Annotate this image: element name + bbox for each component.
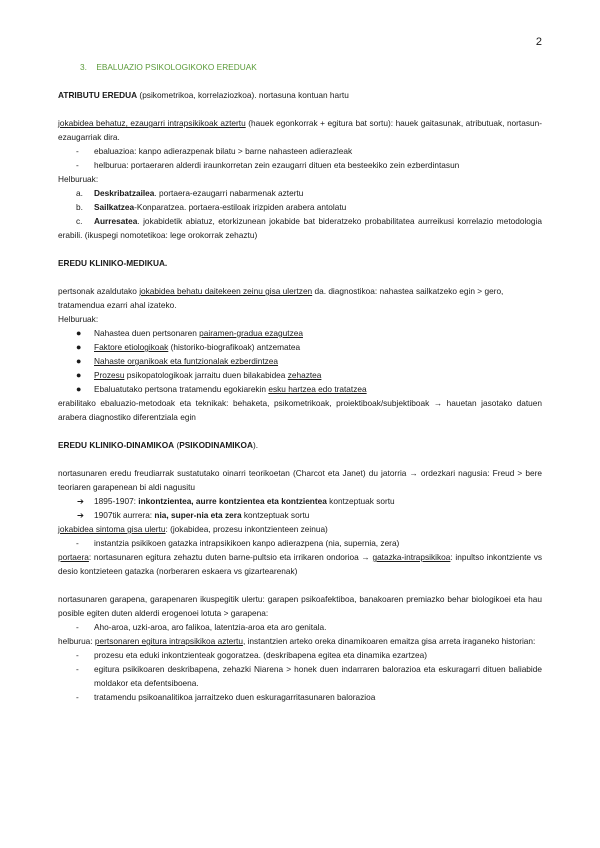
list-item <box>58 494 542 508</box>
list-item <box>58 340 542 354</box>
dash-marker: - <box>76 664 79 674</box>
list-item <box>58 620 542 634</box>
kliniko-dinamikoa-paragraph: nortasunaren eredu freudiarrak sustatutako oinarri teorikoetan (Charcot eta Janet) du jatorria → ordezkari nagusia: Freud > bere teoriaren garapenean bi aldi nagusitu <box>58 468 542 492</box>
portaera-paragraph <box>58 550 542 578</box>
kliniko-medikua-paragraph <box>58 284 542 312</box>
arrow-marker: ➔ <box>77 496 84 506</box>
text-span: pertsonak azaldutako <box>58 286 140 296</box>
section-number: 3. <box>80 62 87 72</box>
arrow-marker: ➔ <box>77 510 84 520</box>
list-item <box>58 536 542 550</box>
underlined-text: esku hartzea edo tratatzea <box>268 384 367 394</box>
underlined-text: portaera <box>58 552 89 562</box>
dash-marker: - <box>76 538 79 548</box>
atributu-paragraph <box>58 116 542 144</box>
text-span: : (jokabidea, prozesu inkontzienteen zeinua) <box>165 524 328 534</box>
bold-text: inkontzientea, aurre kontzientea eta kontzientea <box>138 496 327 506</box>
heading-bold: EREDU KLINIKO-DINAMIKOA <box>58 440 175 450</box>
list-item <box>58 368 542 382</box>
text-span: Ebaluatutako pertsona tratamendu egokiarekin <box>94 384 269 394</box>
underlined-text: Prozesu <box>94 370 125 380</box>
text-span: da. diagnostikoa: nahastea sailkatzeko egin > gero, tratamendua ezarri ahal izateko. <box>58 286 504 310</box>
underlined-text: Faktore etiologikoak <box>94 342 169 352</box>
section-heading <box>80 60 542 74</box>
list-item-bold: Aurresatea <box>94 216 138 226</box>
section-title-text: EBALUAZIO PSIKOLOGIKOKO EREDUAK <box>96 62 257 72</box>
list-item-bold: Deskribatzailea <box>94 188 155 198</box>
text-span: psikopatologikoak jarraitu duen bilakabidea <box>124 370 288 380</box>
list-item <box>58 200 542 214</box>
list-item <box>58 508 542 522</box>
dash-marker: - <box>76 160 79 170</box>
atributu-paragraph-rest: (hauek egonkorrak + egitura bat sortu): hauek gaitasunak, atributuak, nortasun-ezaugarriak dira. <box>58 118 542 142</box>
list-item-text: helburua: portaeraren alderdi iraunkorretan zein ezaugarri dituen eta besteekiko zein ezberdintasun <box>94 160 460 170</box>
page-content <box>58 60 542 704</box>
letter-marker: a. <box>76 188 83 198</box>
bullet-marker: ● <box>76 342 82 352</box>
bullet-marker: ● <box>76 384 82 394</box>
bullet-marker: ● <box>76 328 82 338</box>
list-item-text: egitura psikikoaren deskribapena, zehazki Niarena > honek duen indarraren balorazioa eta eskuragarri dituen baliabide moldakor eta defentsiboena. <box>94 664 542 688</box>
list-item <box>58 690 542 704</box>
atributu-underline: jokabidea behatuz, ezaugarri intrapsikikoak aztertu <box>58 118 246 128</box>
atributu-heading-bold: ATRIBUTU EREDUA <box>58 90 138 100</box>
text-span: kontzeptuak sortu <box>241 510 310 520</box>
dash-marker: - <box>76 146 79 156</box>
text-span: ). <box>253 440 259 450</box>
helburuak-label: Helburuak: <box>58 174 99 184</box>
list-item-text: . jokabidetik abiatuz, etorkizunean jokabide bat bideratzeko probabilitatea aurreikusi korrelazio metodologia erabili. (ikuspegi nomotetikoa: lege orokorrak zehaztu) <box>58 216 542 240</box>
list-item <box>58 648 542 662</box>
list-item <box>58 354 542 368</box>
text-span: : inpultso inkontziente vs desio kontzieteen gatazka (norberaren eskaera vs gizartearenak) <box>58 552 542 576</box>
list-item <box>58 144 542 158</box>
text-span: , instantzien arteko oreka dinamikoaren emaitza gisa arreta iraganeko historian: <box>242 636 536 646</box>
kliniko-medikua-heading: EREDU KLINIKO-MEDIKUA. <box>58 258 168 268</box>
list-item-text: tratamendu psikoanalitikoa jarraitzeko duen eskuragarritasunaren balorazioa <box>94 692 376 702</box>
list-item-text: ebaluazioa: kanpo adierazpenak bilatu > barne nahasteen adierazleak <box>94 146 353 156</box>
list-item-text: Aho-aroa, uzki-aroa, aro falikoa, latentzia-aroa eta aro genitala. <box>94 622 327 632</box>
dash-marker: - <box>76 622 79 632</box>
dash-marker: - <box>76 650 79 660</box>
underlined-text: pertsonaren egitura intrapsikikoa aztertu <box>94 636 243 646</box>
list-item <box>58 158 542 172</box>
list-item <box>58 662 542 690</box>
list-item <box>58 186 542 200</box>
text-span: 1895-1907: <box>94 496 139 506</box>
list-item <box>58 382 542 396</box>
dash-marker: - <box>76 692 79 702</box>
text-span: helburua: <box>58 636 95 646</box>
underlined-text: zehaztea <box>287 370 322 380</box>
letter-marker: b. <box>76 202 83 212</box>
helburua-paragraph <box>58 634 542 648</box>
text-span: (historiko-biografikoak) antzematea <box>168 342 301 352</box>
underlined-text: Nahaste organikoak eta funtzionalak ezberdintzea <box>94 356 279 366</box>
underlined-text: gatazka-intrapsikikoa <box>372 552 451 562</box>
text-span: Nahastea duen pertsonaren <box>94 328 200 338</box>
bullet-marker: ● <box>76 370 82 380</box>
text-span: : nortasunaren egitura zehaztu duten barne-pultsio eta irrikaren ondorioa → <box>88 552 373 562</box>
heading-bold: PSIKODINAMIKOA <box>179 440 253 450</box>
list-item-bold: Sailkatzea <box>94 202 135 212</box>
text-span: ( <box>174 440 180 450</box>
list-item-text: . portaera-ezaugarri nabarmenak aztertu <box>154 188 304 198</box>
underlined-text: pairamen-gradua ezagutzea <box>199 328 303 338</box>
text-span: kontzeptuak sortu <box>326 496 395 506</box>
list-item-text: -Konparatzea. portaera-estiloak irizpiden arabera antolatu <box>134 202 347 212</box>
list-item <box>58 326 542 340</box>
garapena-paragraph: nortasunaren garapena, garapenaren ikuspegitik ulertu: garapen psikoafektiboa, banakoaren premiazko behar biologikoei eta hau posible egiten duten alderdi erogenoei lotuta > garapena: <box>58 594 542 618</box>
kliniko-dinamikoa-heading <box>58 438 542 452</box>
atributu-heading-paren: (psikometrikoa, korrelaziozkoa <box>137 90 252 100</box>
list-item-text: prozesu eta eduki inkontzienteak gogoratzea. (deskribapena egitea eta dinamika ezartzea) <box>94 650 428 660</box>
bold-text: nia, super-nia eta zera <box>154 510 242 520</box>
text-span: 1907tik aurrera: <box>94 510 155 520</box>
letter-marker: c. <box>76 216 83 226</box>
kliniko-medikua-methods: erabilitako ebaluazio-metodoak eta teknikak: behaketa, psikometrikoak, proiektiboak/subjektiboak → hauetan jasotako datuen arabera diagnostiko diferentziala egin <box>58 398 542 422</box>
helburuak-label: Helburuak: <box>58 314 99 324</box>
atributu-heading <box>58 88 542 102</box>
page-number: 2 <box>535 36 542 48</box>
bullet-marker: ● <box>76 356 82 366</box>
list-item-text: instantzia psikikoen gatazka intrapsikikoen kanpo adierazpena (nia, supernia, zera) <box>94 538 400 548</box>
underlined-text: jokabidea sintoma gisa ulertu <box>58 524 166 534</box>
list-item <box>58 214 542 242</box>
underlined-text: jokabidea behatu daitekeen zeinu gisa ulertzen <box>139 286 313 296</box>
sintoma-paragraph <box>58 522 542 536</box>
atributu-heading-rest: ). nortasuna kontuan hartu <box>251 90 349 100</box>
